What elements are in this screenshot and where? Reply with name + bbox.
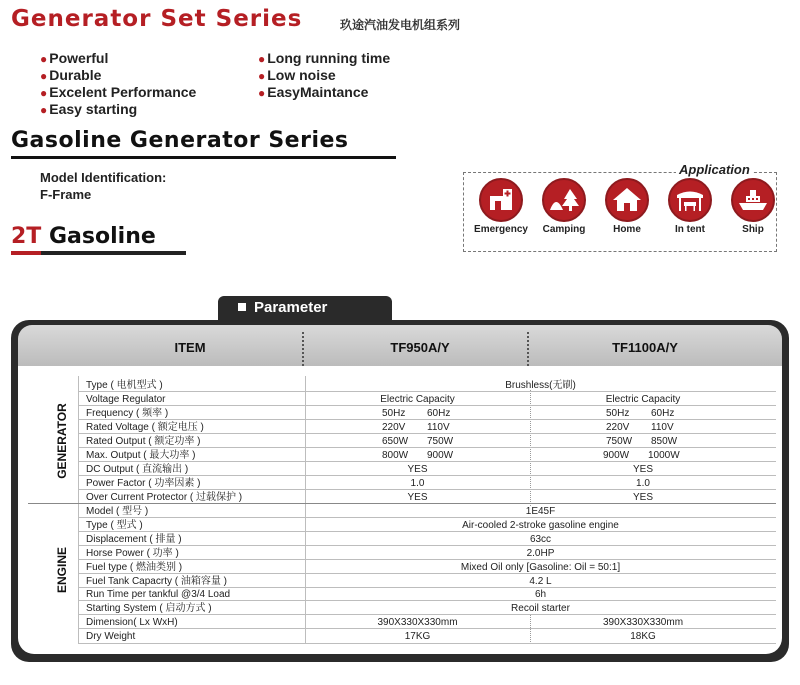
series-title-cn: 玖途汽油发电机组系列 xyxy=(340,18,461,32)
row-value: YES xyxy=(632,492,653,503)
row-label: Frequency ( 频率 ) xyxy=(86,408,169,419)
feature-item: ● Powerful xyxy=(40,50,109,66)
title-underline xyxy=(11,156,396,159)
row-label: Starting System ( 启动方式 ) xyxy=(86,603,212,614)
row-value: 60Hz xyxy=(651,408,675,419)
row-value: 1E45F xyxy=(525,506,556,517)
application-home: Home xyxy=(597,178,657,235)
row-value: 63cc xyxy=(529,534,552,545)
row-label: Model ( 型号 ) xyxy=(86,506,149,517)
row-value: 900W xyxy=(427,450,454,461)
feature-item: ● Excelent Performance xyxy=(40,84,197,100)
feature-item: ● Easy starting xyxy=(40,101,138,117)
row-value: 750W xyxy=(427,436,454,447)
row-value: Air-cooled 2-stroke gasoline engine xyxy=(462,520,619,531)
row-value: 17KG xyxy=(404,631,431,642)
row-label: Voltage Regulator xyxy=(86,394,166,405)
row-value: Brushless(无刷) xyxy=(505,380,576,391)
row-value: 220V xyxy=(382,422,406,433)
row-label: Fuel type ( 燃油类别 ) xyxy=(86,562,183,573)
row-label: Max. Output ( 最大功率 ) xyxy=(86,450,196,461)
row-value: YES xyxy=(632,464,653,475)
row-value: 800W xyxy=(382,450,409,461)
application-in-tent: In tent xyxy=(660,178,720,235)
row-value: 50Hz xyxy=(606,408,630,419)
header-model-tf1100: TF1100A/Y xyxy=(612,340,678,355)
column-divider xyxy=(78,376,79,644)
row-label: Type ( 电机型式 ) xyxy=(86,380,163,391)
row-value: YES xyxy=(407,492,428,503)
row-label: Rated Voltage ( 额定电压 ) xyxy=(86,422,204,433)
feature-item: ● Low noise xyxy=(258,67,336,83)
row-value: 390X330X330mm xyxy=(602,617,684,628)
row-value: Electric Capacity xyxy=(605,394,681,405)
engine-title-underline xyxy=(11,251,186,255)
row-label: Horse Power ( 功率 ) xyxy=(86,548,179,559)
ship-icon xyxy=(731,178,775,222)
row-value: 1.0 xyxy=(636,478,650,489)
row-value: 50Hz xyxy=(382,408,406,419)
header-separator xyxy=(302,332,304,366)
row-label: Rated Output ( 额定功率 ) xyxy=(86,436,201,447)
row-value: 110V xyxy=(651,422,674,433)
row-value: 110V xyxy=(427,422,450,433)
row-value: 4.2 L xyxy=(529,576,552,587)
row-value: 1000W xyxy=(648,450,680,461)
camping-icon xyxy=(542,178,586,222)
emergency-icon xyxy=(479,178,523,222)
application-title: Application xyxy=(676,162,753,177)
row-value: 60Hz xyxy=(427,408,451,419)
application-ship: Ship xyxy=(723,178,783,235)
row-value: 650W xyxy=(382,436,409,447)
parameter-tab: Parameter xyxy=(218,296,392,322)
header-separator xyxy=(527,332,529,366)
row-value: Mixed Oil only [Gasoline: Oil = 50:1] xyxy=(460,562,621,573)
engine-type-title: 2T Gasoline xyxy=(11,224,156,249)
row-value: Electric Capacity xyxy=(380,394,455,405)
row-value: 900W xyxy=(603,450,630,461)
feature-item: ● Long running time xyxy=(258,50,391,66)
row-label: Dimension( Lx WxH) xyxy=(86,617,178,628)
in-tent-icon xyxy=(668,178,712,222)
feature-item: ● EasyMaintance xyxy=(258,84,369,100)
header-item: ITEM xyxy=(174,340,206,355)
row-value: 750W xyxy=(606,436,633,447)
model-identification-label: Model Identification: xyxy=(40,170,167,185)
row-value: 390X330X330mm xyxy=(377,617,458,628)
row-label: DC Output ( 直流输出 ) xyxy=(86,464,189,475)
row-value: 1.0 xyxy=(410,478,425,489)
feature-item: ● Durable xyxy=(40,67,102,83)
row-label: Fuel Tank Capacrty ( 油箱容量 ) xyxy=(86,576,227,587)
series-title: Generator Set Series xyxy=(11,6,303,32)
row-value: 2.0HP xyxy=(526,548,555,559)
gasoline-series-title: Gasoline Generator Series xyxy=(11,128,349,153)
section-engine: ENGINE xyxy=(55,547,69,594)
row-label: Type ( 型式 ) xyxy=(86,520,143,531)
row-value: Recoil starter xyxy=(511,603,570,614)
row-label: Power Factor ( 功率因素 ) xyxy=(86,478,201,489)
row-label: Run Time per tankful @3/4 Load xyxy=(86,589,231,600)
row-label: Over Current Protector ( 过载保护 ) xyxy=(86,492,243,503)
row-label: Dry Weight xyxy=(86,631,136,642)
row-label: Displacement ( 排量 ) xyxy=(86,534,182,545)
header-model-tf950: TF950A/Y xyxy=(390,340,450,355)
row-value: 850W xyxy=(651,436,678,447)
row-value: 18KG xyxy=(630,631,656,642)
application-emergency: Emergency xyxy=(471,178,531,235)
application-camping: Camping xyxy=(534,178,594,235)
home-icon xyxy=(605,178,649,222)
model-identification-value: F-Frame xyxy=(40,187,92,202)
section-generator: GENERATOR xyxy=(55,403,69,479)
row-value: 6h xyxy=(534,589,547,600)
row-value: 220V xyxy=(606,422,630,433)
row-value: YES xyxy=(407,464,428,475)
